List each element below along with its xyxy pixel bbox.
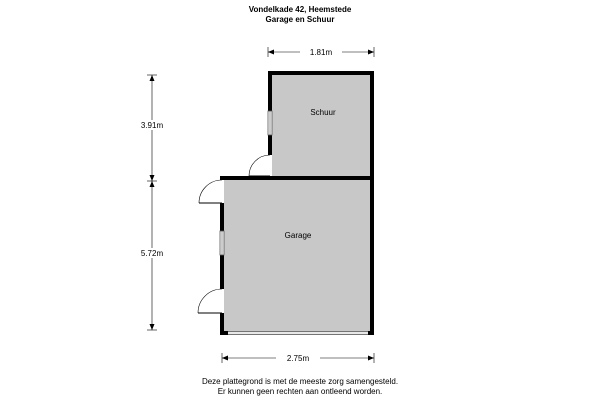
dim-arrow-upper-bottom	[150, 175, 155, 181]
dim-arrow-top-right	[368, 50, 374, 55]
dim-arrow-lower-top	[150, 181, 155, 187]
dim-arrow-bottom-left	[222, 356, 228, 361]
dim-arrow-lower-bottom	[150, 324, 155, 330]
room-label-schuur: Schuur	[310, 108, 336, 117]
dim-label-schuur-depth: 3.91m	[140, 121, 164, 130]
disclaimer-line-1: Deze plattegrond is met de meeste zorg samengesteld.	[201, 377, 399, 386]
dim-arrow-bottom-right	[368, 356, 374, 361]
dim-label-garage-width: 2.75m	[286, 354, 310, 363]
garage-floor	[222, 178, 372, 333]
plan-subtitle: Garage en Schuur	[265, 15, 335, 24]
schuur-door-opening	[268, 155, 272, 176]
dim-arrow-top-left	[268, 50, 274, 55]
dim-arrow-upper-top	[150, 75, 155, 81]
room-label-garage: Garage	[284, 231, 312, 240]
schuur-door-swing	[249, 155, 270, 176]
address-title: Vondelkade 42, Heemstede	[248, 5, 352, 14]
garage-door-upper-swing	[199, 180, 222, 203]
schuur-floor	[270, 73, 372, 178]
garage-door-lower-opening	[220, 289, 224, 313]
dim-label-schuur-width: 1.81m	[309, 48, 333, 57]
garage-door-upper-opening	[220, 180, 224, 203]
garage-door-lower-swing	[198, 289, 222, 313]
dim-label-garage-depth: 5.72m	[140, 249, 164, 258]
disclaimer-line-2: Er kunnen geen rechten aan ontleend worden.	[217, 387, 383, 396]
